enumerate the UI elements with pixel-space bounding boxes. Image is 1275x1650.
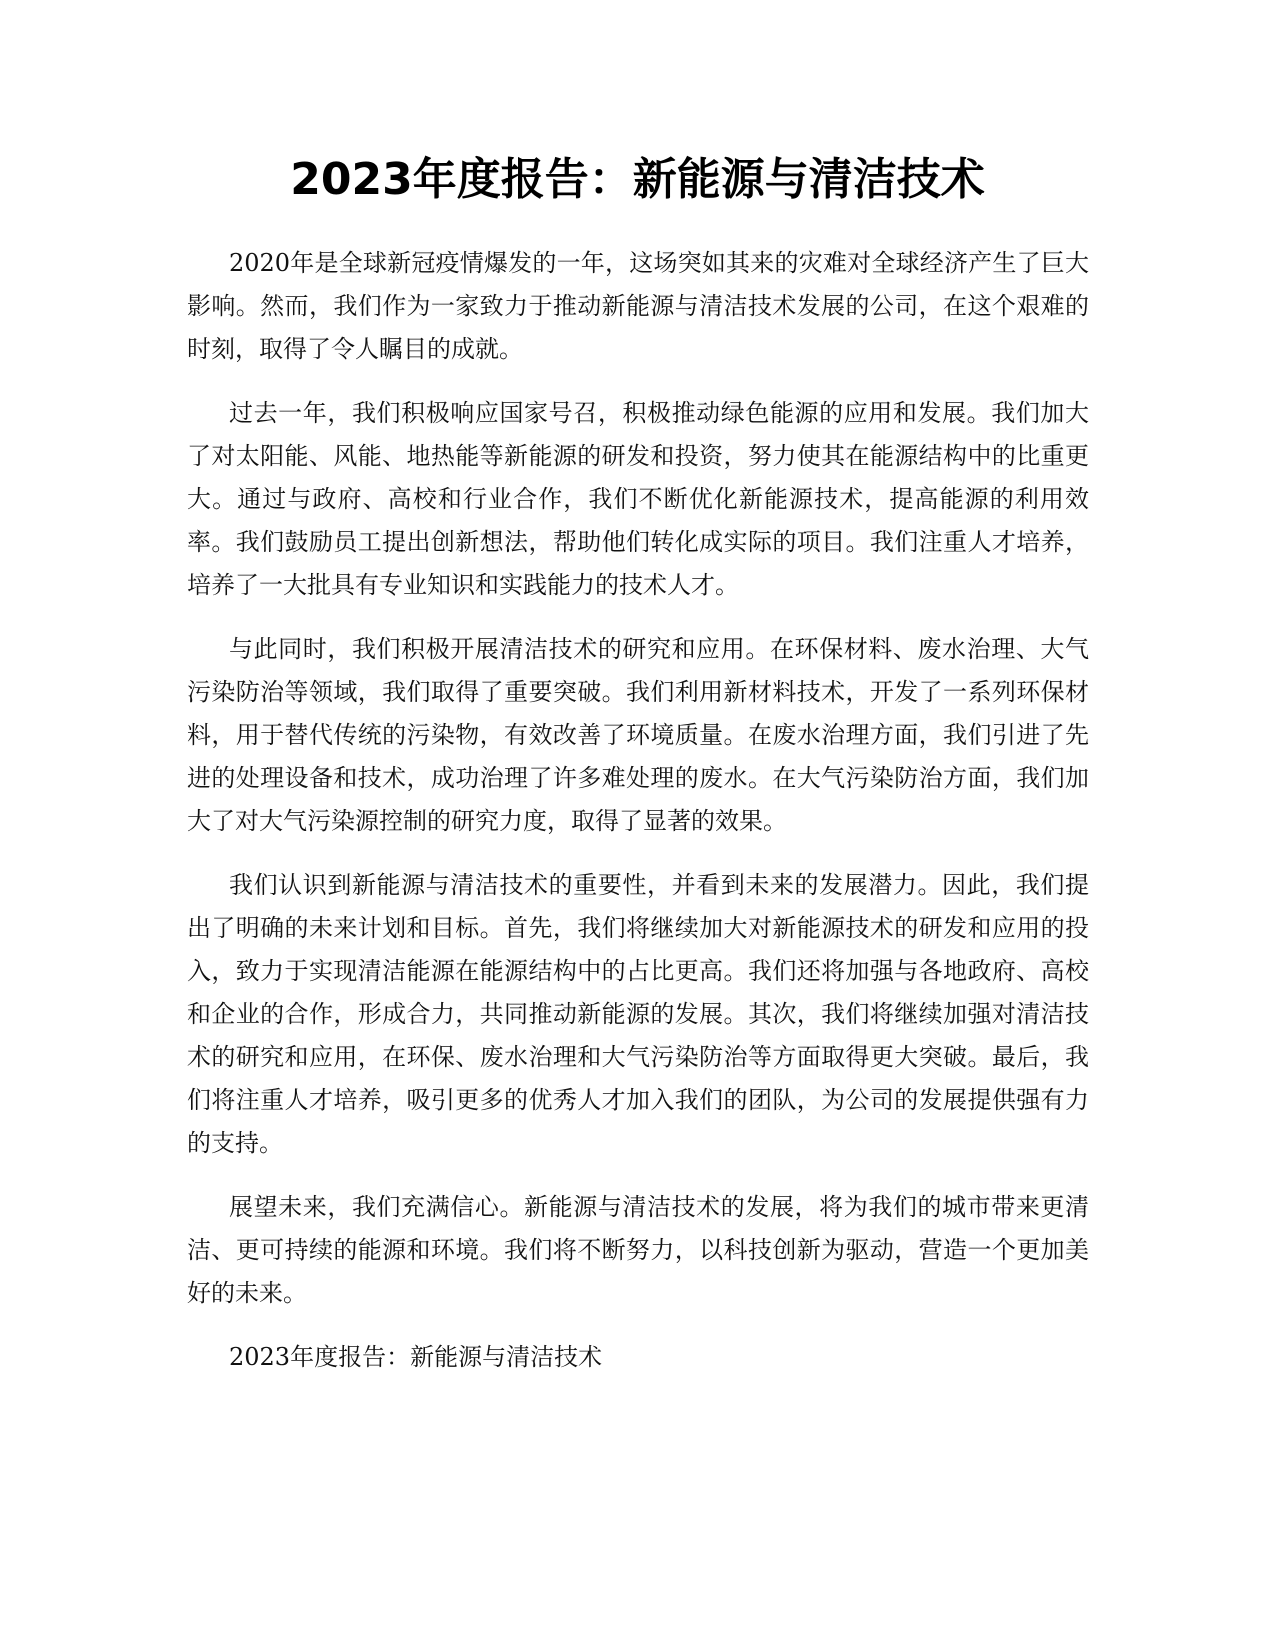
closing-line: 2023年度报告：新能源与清洁技术: [229, 1343, 603, 1371]
document-title: 2023年度报告：新能源与清洁技术: [290, 154, 985, 205]
paragraph-1: 2020年是全球新冠疫情爆发的一年，这场突如其来的灾难对全球经济产生了巨大影响。然而，我们作为一家致力于推动新能源与清洁技术发展的公司，在这个艰难的时刻，取得了令人瞩目的成就。: [187, 249, 1089, 363]
paragraph-4: 我们认识到新能源与清洁技术的重要性，并看到未来的发展潜力。因此，我们提出了明确的未来计划和目标。首先，我们将继续加大对新能源技术的研发和应用的投入，致力于实现清洁能源在能源结构中的占比更高。我们还将加强与各地政府、高校和企业的合作，形成合力，共同推动新能源的发展。其次，我们将继续加强对清洁技术的研究和应用，在环保、废水治理和大气污染防治等方面取得更大突破。最后，我们将注重人才培养，吸引更多的优秀人才加入我们的团队，为公司的发展提供强有力的支持。: [187, 871, 1089, 1157]
document-body: [187, 242, 1089, 1400]
paragraph-3: 与此同时，我们积极开展清洁技术的研究和应用。在环保材料、废水治理、大气污染防治等领域，我们取得了重要突破。我们利用新材料技术，开发了一系列环保材料，用于替代传统的污染物，有效改善了环境质量。在废水治理方面，我们引进了先进的处理设备和技术，成功治理了许多难处理的废水。在大气污染防治方面，我们加大了对大气污染源控制的研究力度，取得了显著的效果。: [187, 635, 1089, 835]
paragraph-2: 过去一年，我们积极响应国家号召，积极推动绿色能源的应用和发展。我们加大了对太阳能、风能、地热能等新能源的研发和投资，努力使其在能源结构中的比重更大。通过与政府、高校和行业合作，我们不断优化新能源技术，提高能源的利用效率。我们鼓励员工提出创新想法，帮助他们转化成实际的项目。我们注重人才培养，培养了一大批具有专业知识和实践能力的技术人才。: [187, 399, 1089, 599]
paragraph-5: 展望未来，我们充满信心。新能源与清洁技术的发展，将为我们的城市带来更清洁、更可持续的能源和环境。我们将不断努力，以科技创新为驱动，营造一个更加美好的未来。: [187, 1193, 1089, 1307]
